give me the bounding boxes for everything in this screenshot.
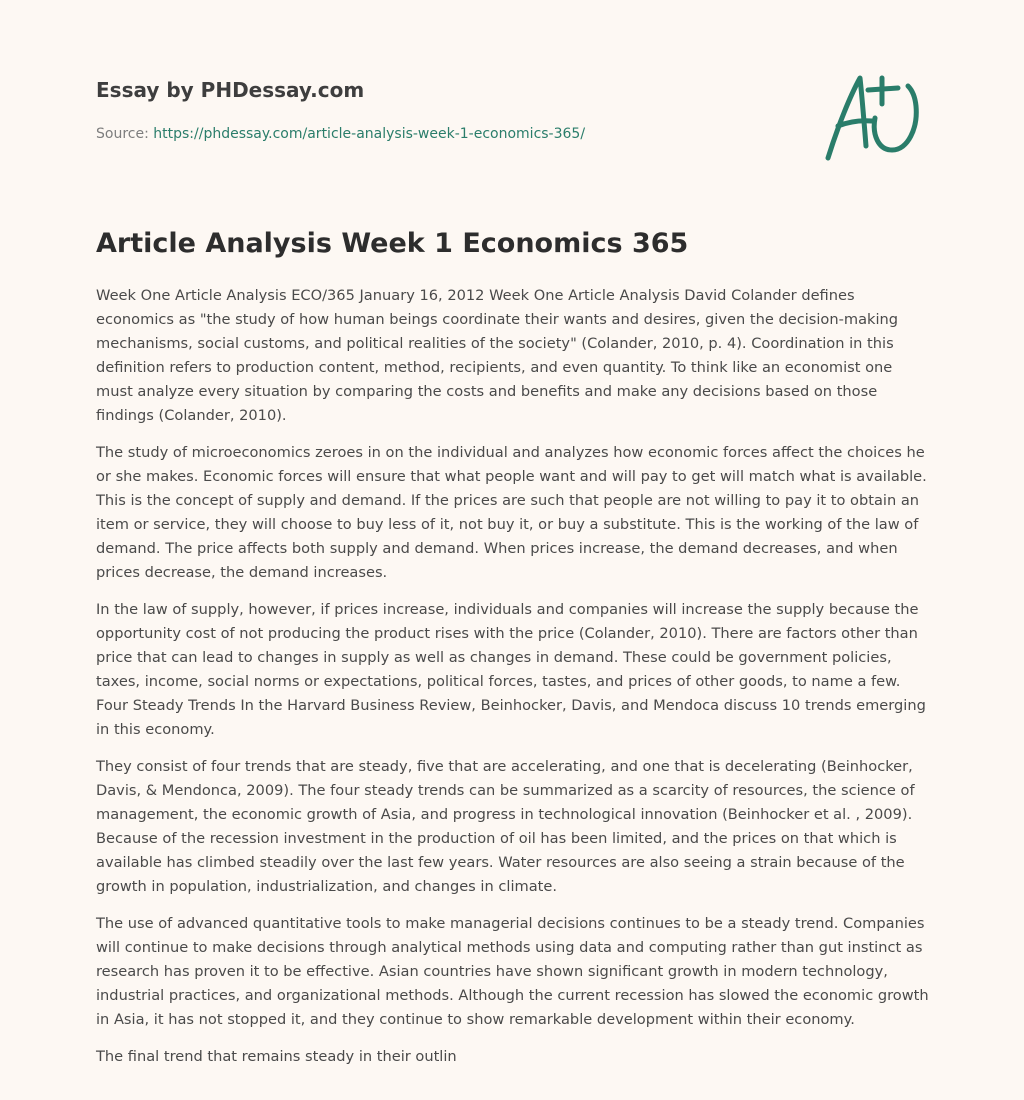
paragraph: Week One Article Analysis ECO/365 January 16, 2012 Week One Article Analysis David Colander defines economics as "the study of how human beings coordinate their wants and desires, given the decision-making mechanisms, social customs, and political realities of the society" (Colander, 2010, p. 4). Coordination in this definition refers to production content, method, recipients, and even quantity. To think like an economist one must analyze every situation by comparing the costs and benefits and make any decisions based on those findings (Colander, 2010).	[96, 287, 899, 424]
article-body	[96, 284, 930, 1082]
paragraph: In the law of supply, however, if prices increase, individuals and companies will increase the supply because the opportunity cost of not producing the product rises with the price (Colander, 2010). There are factors other than price that can lead to changes in supply as well as changes in demand. These could be government policies, taxes, income, social norms or expectations, political forces, tastes, and prices of other goods, to name a few. Four Steady Trends In the Harvard Business Review, Beinhocker, Davis, and Mendoca discuss 10 trends emerging in this economy.	[96, 601, 926, 738]
paragraph: The use of advanced quantitative tools to make managerial decisions continues to be a steady trend. Companies will continue to make decisions through analytical methods using data and computing rather than gut instinct as research has proven it to be effective. Asian countries have shown significant growth in modern technology, industrial practices, and organizational methods. Although the current recession has slowed the economic growth in Asia, it has not stopped it, and they continue to show remarkable development within their economy.	[96, 915, 929, 1028]
source-line	[96, 124, 696, 144]
paragraph: The final trend that remains steady in their outlin	[96, 1048, 457, 1065]
a-plus-icon	[820, 66, 930, 166]
brand-title: Essay by PHDessay.com	[96, 78, 365, 102]
article-title: Article Analysis Week 1 Economics 365	[96, 228, 689, 259]
source-label: Source:	[96, 126, 154, 142]
page-header	[96, 76, 696, 144]
paragraph: The study of microeconomics zeroes in on the individual and analyzes how economic forces affect the choices he or she makes. Economic forces will ensure that what people want and will pay to get will match what is available. This is the concept of supply and demand. If the prices are such that people are not willing to pay it to obtain an item or service, they will choose to buy less of it, not buy it, or buy a substitute. This is the working of the law of demand. The price affects both supply and demand. When prices increase, the demand decreases, and when prices decrease, the demand increases.	[96, 444, 927, 581]
paragraph: They consist of four trends that are steady, five that are accelerating, and one that is decelerating (Beinhocker, Davis, & Mendonca, 2009). The four steady trends can be summarized as a scarcity of resources, the science of management, the economic growth of Asia, and progress in technological innovation (Beinhocker et al. , 2009). Because of the recession investment in the production of oil has been limited, and the prices on that which is available has climbed steadily over the last few years. Water resources are also seeing a strain because of the growth in population, industrialization, and changes in climate.	[96, 758, 915, 895]
source-link[interactable]: https://phdessay.com/article-analysis-week-1-economics-365/	[153, 126, 586, 142]
